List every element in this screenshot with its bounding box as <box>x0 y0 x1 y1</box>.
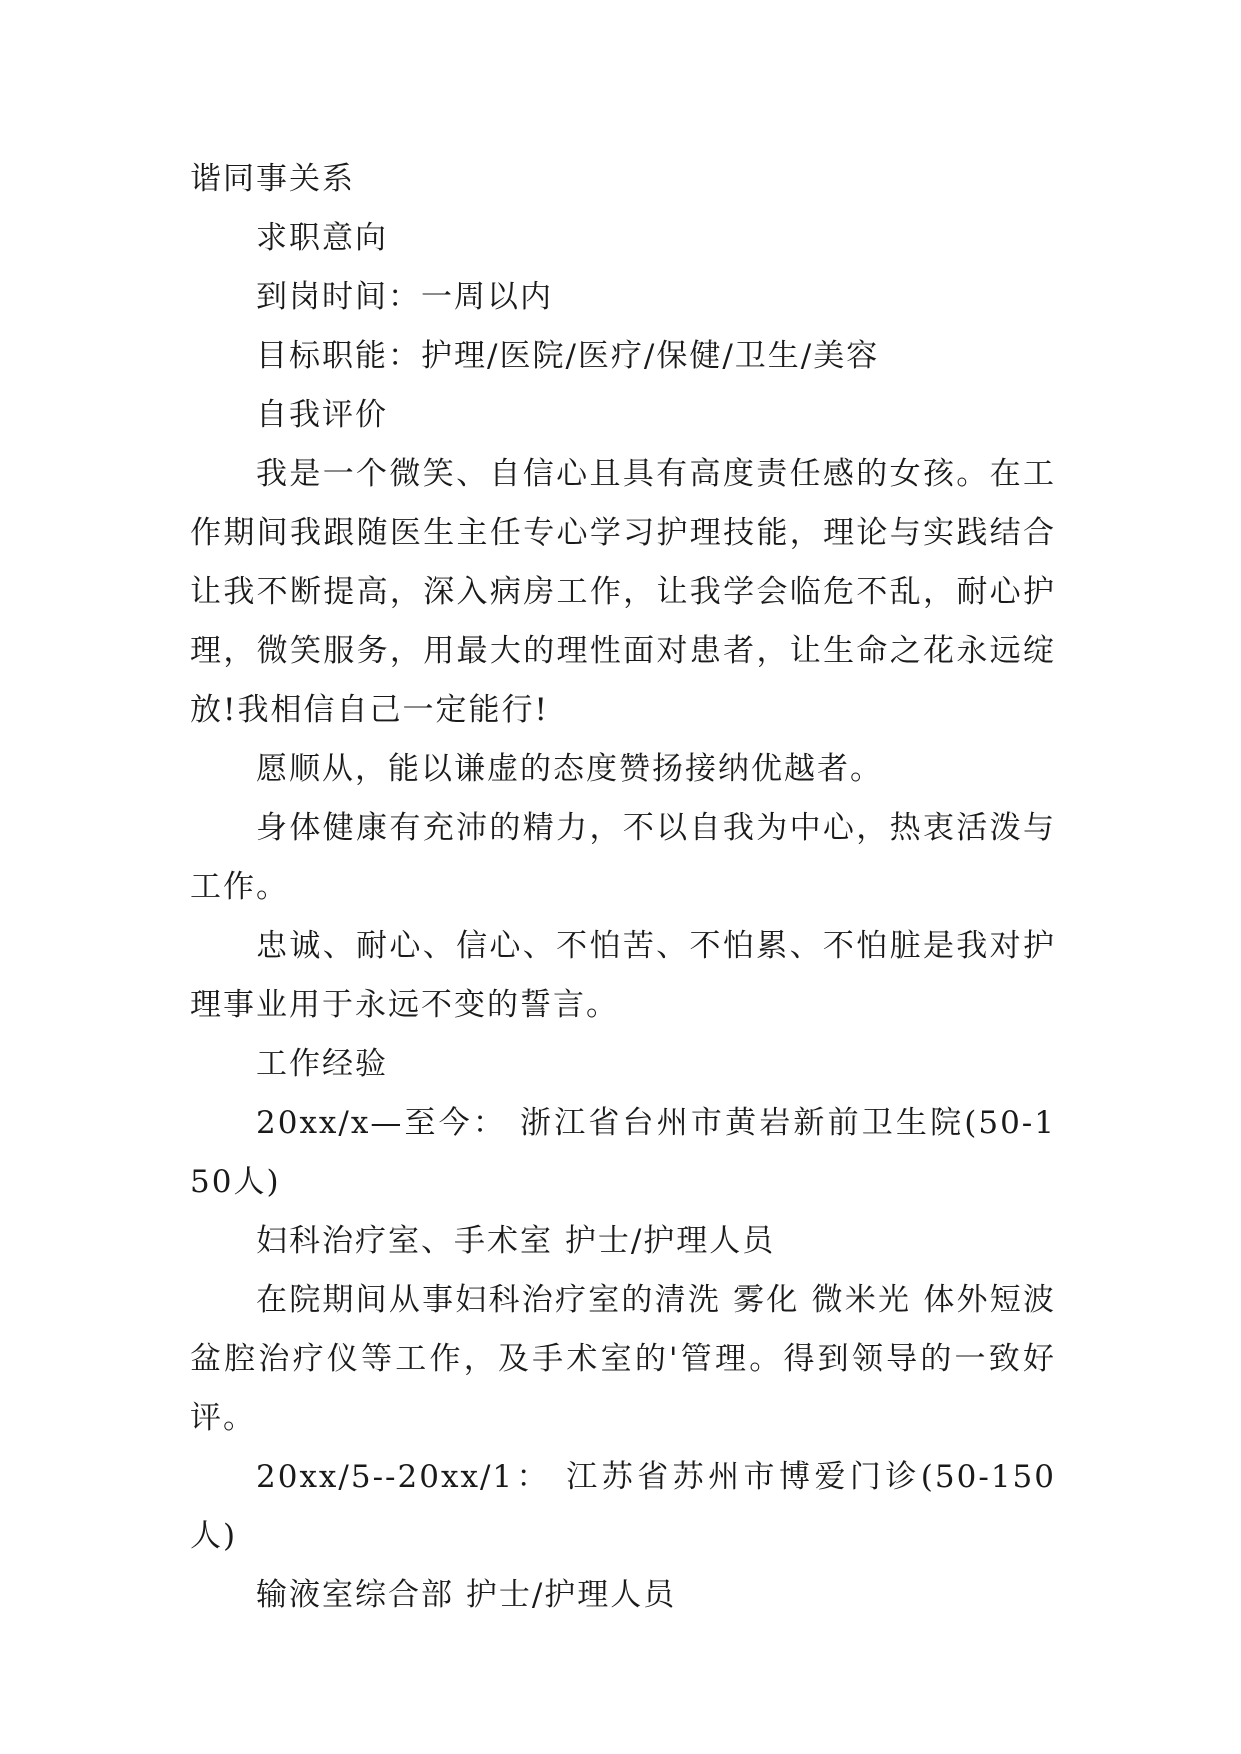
job-2-period-employer: 20xx/5--20xx/1： 江苏省苏州市博爱门诊(50-150 人) <box>190 1459 1056 1554</box>
heading-self-evaluation: 自我评价 <box>256 397 388 433</box>
job-1-period-employer: 20xx/x—至今： 浙江省台州市黄岩新前卫生院(50-150人) <box>190 1105 1056 1200</box>
self-evaluation-paragraph: 我是一个微笑、自信心且具有高度责任感的女孩。在工作期间我跟随医生主任专心学习护理技能，理论与实践结合让我不断提高，深入病房工作，让我学会临危不乱，耐心护理，微笑服务，用最大的理性面对患者，让生命之花永远绽放!我相信自己一定能行! <box>190 456 1056 728</box>
self-evaluation-humility: 愿顺从，能以谦虚的态度赞扬接纳优越者。 <box>256 751 883 787</box>
job-2-department-role: 输液室综合部 护士/护理人员 <box>256 1577 677 1613</box>
document-page <box>190 150 1056 1625</box>
paragraph-continuation: 谐同事关系 <box>190 161 355 197</box>
job-1-department-role: 妇科治疗室、手术室 护士/护理人员 <box>256 1223 776 1259</box>
target-function: 目标职能：护理/医院/医疗/保健/卫生/美容 <box>256 338 880 374</box>
arrival-time: 到岗时间：一周以内 <box>256 279 553 315</box>
self-evaluation-health: 身体健康有充沛的精力，不以自我为中心，热衷活泼与工作。 <box>190 810 1056 905</box>
self-evaluation-oath: 忠诚、耐心、信心、不怕苦、不怕累、不怕脏是我对护理事业用于永远不变的誓言。 <box>190 928 1056 1023</box>
heading-work-experience: 工作经验 <box>256 1046 388 1082</box>
job-1-description: 在院期间从事妇科治疗室的清洗 雾化 微米光 体外短波 盆腔治疗仪等工作，及手术室的'管理。得到领导的一致好评。 <box>190 1282 1056 1436</box>
heading-job-intention: 求职意向 <box>256 220 388 256</box>
